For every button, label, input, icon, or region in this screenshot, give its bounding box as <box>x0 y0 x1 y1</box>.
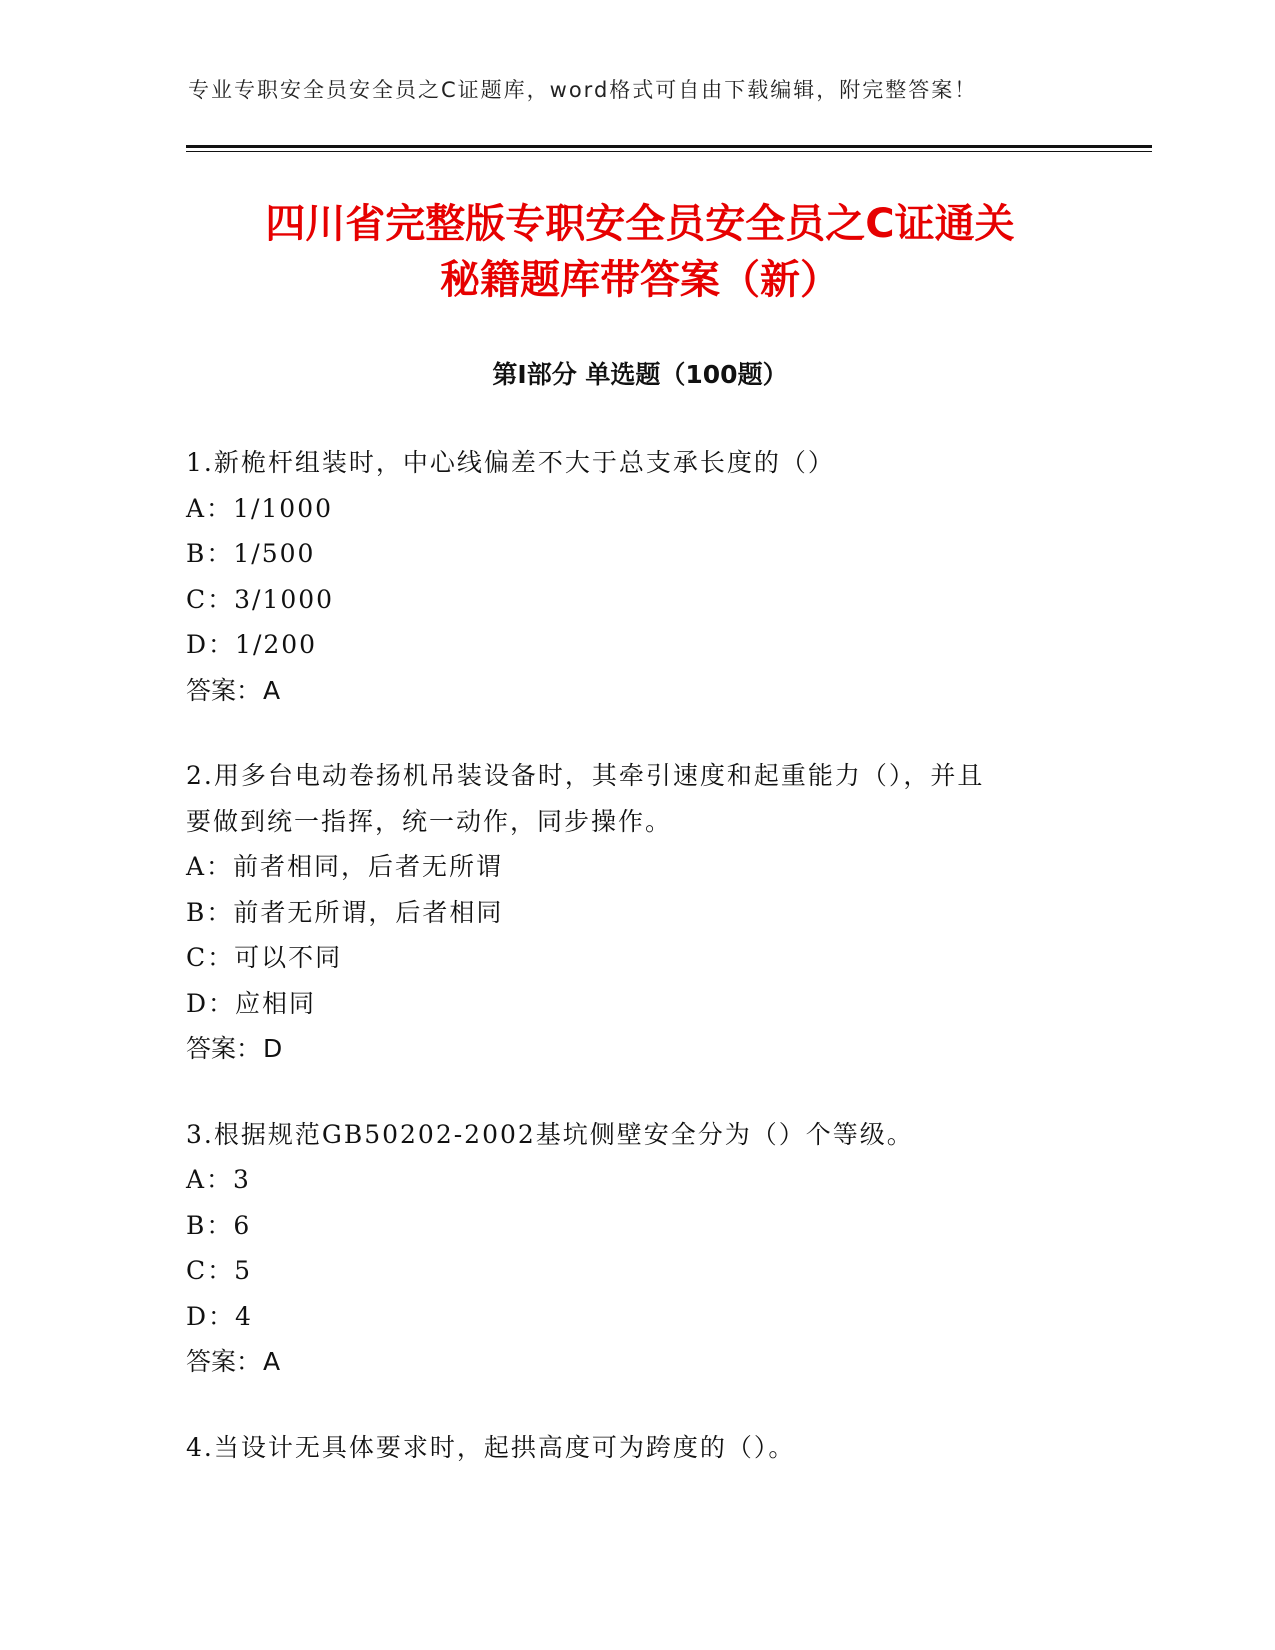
header-note: 专业专职安全员安全员之C证题库，word格式可自由下载编辑，附完整答案！ <box>188 78 978 102</box>
question-2 <box>186 753 1086 1072</box>
option-b: B：6 <box>186 1210 252 1240</box>
answer-label: 答案： <box>186 1034 262 1063</box>
answer-value: A <box>263 1347 281 1376</box>
question-stem-line: 1.新桅杆组装时，中心线偏差不大于总支承长度的（） <box>186 448 835 477</box>
question-stem <box>186 753 1086 844</box>
option-d: D：1/200 <box>186 630 318 659</box>
header-divider-thin <box>186 151 1152 152</box>
option-a: A：1/1000 <box>186 493 334 523</box>
option-c: C：5 <box>186 1256 253 1285</box>
question-stem-line: 3.根据规范GB50202-2002基坑侧壁安全分为（）个等级。 <box>186 1119 914 1149</box>
option-d: D：应相同 <box>186 988 317 1018</box>
question-stem-line: 要做到统一指挥，统一动作，同步操作。 <box>186 806 673 836</box>
answer-line <box>186 1026 1086 1072</box>
document-title-line-2: 秘籍题库带答案（新） <box>440 257 840 303</box>
section-title: 第Ⅰ部分 单选题（100题） <box>492 360 788 389</box>
option-c: C：可以不同 <box>186 943 343 972</box>
question-stem <box>186 440 1086 486</box>
question-stem <box>186 1425 1086 1471</box>
option-a: A：前者相同，后者无所谓 <box>186 852 504 881</box>
question-stem-line: 4.当设计无具体要求时，起拱高度可为跨度的（）。 <box>186 1432 796 1462</box>
document-title <box>160 196 1120 308</box>
option-c: C：3/1000 <box>186 584 335 614</box>
answer-value: A <box>263 675 281 705</box>
option-b: B：1/500 <box>186 539 316 568</box>
answer-value: D <box>263 1034 283 1063</box>
answer-line <box>186 1339 1086 1385</box>
option-d: D：4 <box>186 1301 253 1331</box>
question-3 <box>186 1112 1086 1385</box>
question-stem-line: 2.用多台电动卷扬机吊装设备时，其牵引速度和起重能力（），并且 <box>186 761 985 790</box>
answer-label: 答案： <box>186 675 262 705</box>
answer-line <box>186 668 1086 714</box>
question-list <box>186 440 1086 1510</box>
question-stem <box>186 1112 1086 1158</box>
option-a: A：3 <box>186 1165 251 1194</box>
question-4 <box>186 1425 1086 1471</box>
question-1 <box>186 440 1086 713</box>
option-b: B：前者无所谓，后者相同 <box>186 897 504 927</box>
header-divider-thick <box>186 145 1152 148</box>
document-title-line-1: 四川省完整版专职安全员安全员之C证通关 <box>265 201 1015 247</box>
answer-label: 答案： <box>186 1347 262 1376</box>
